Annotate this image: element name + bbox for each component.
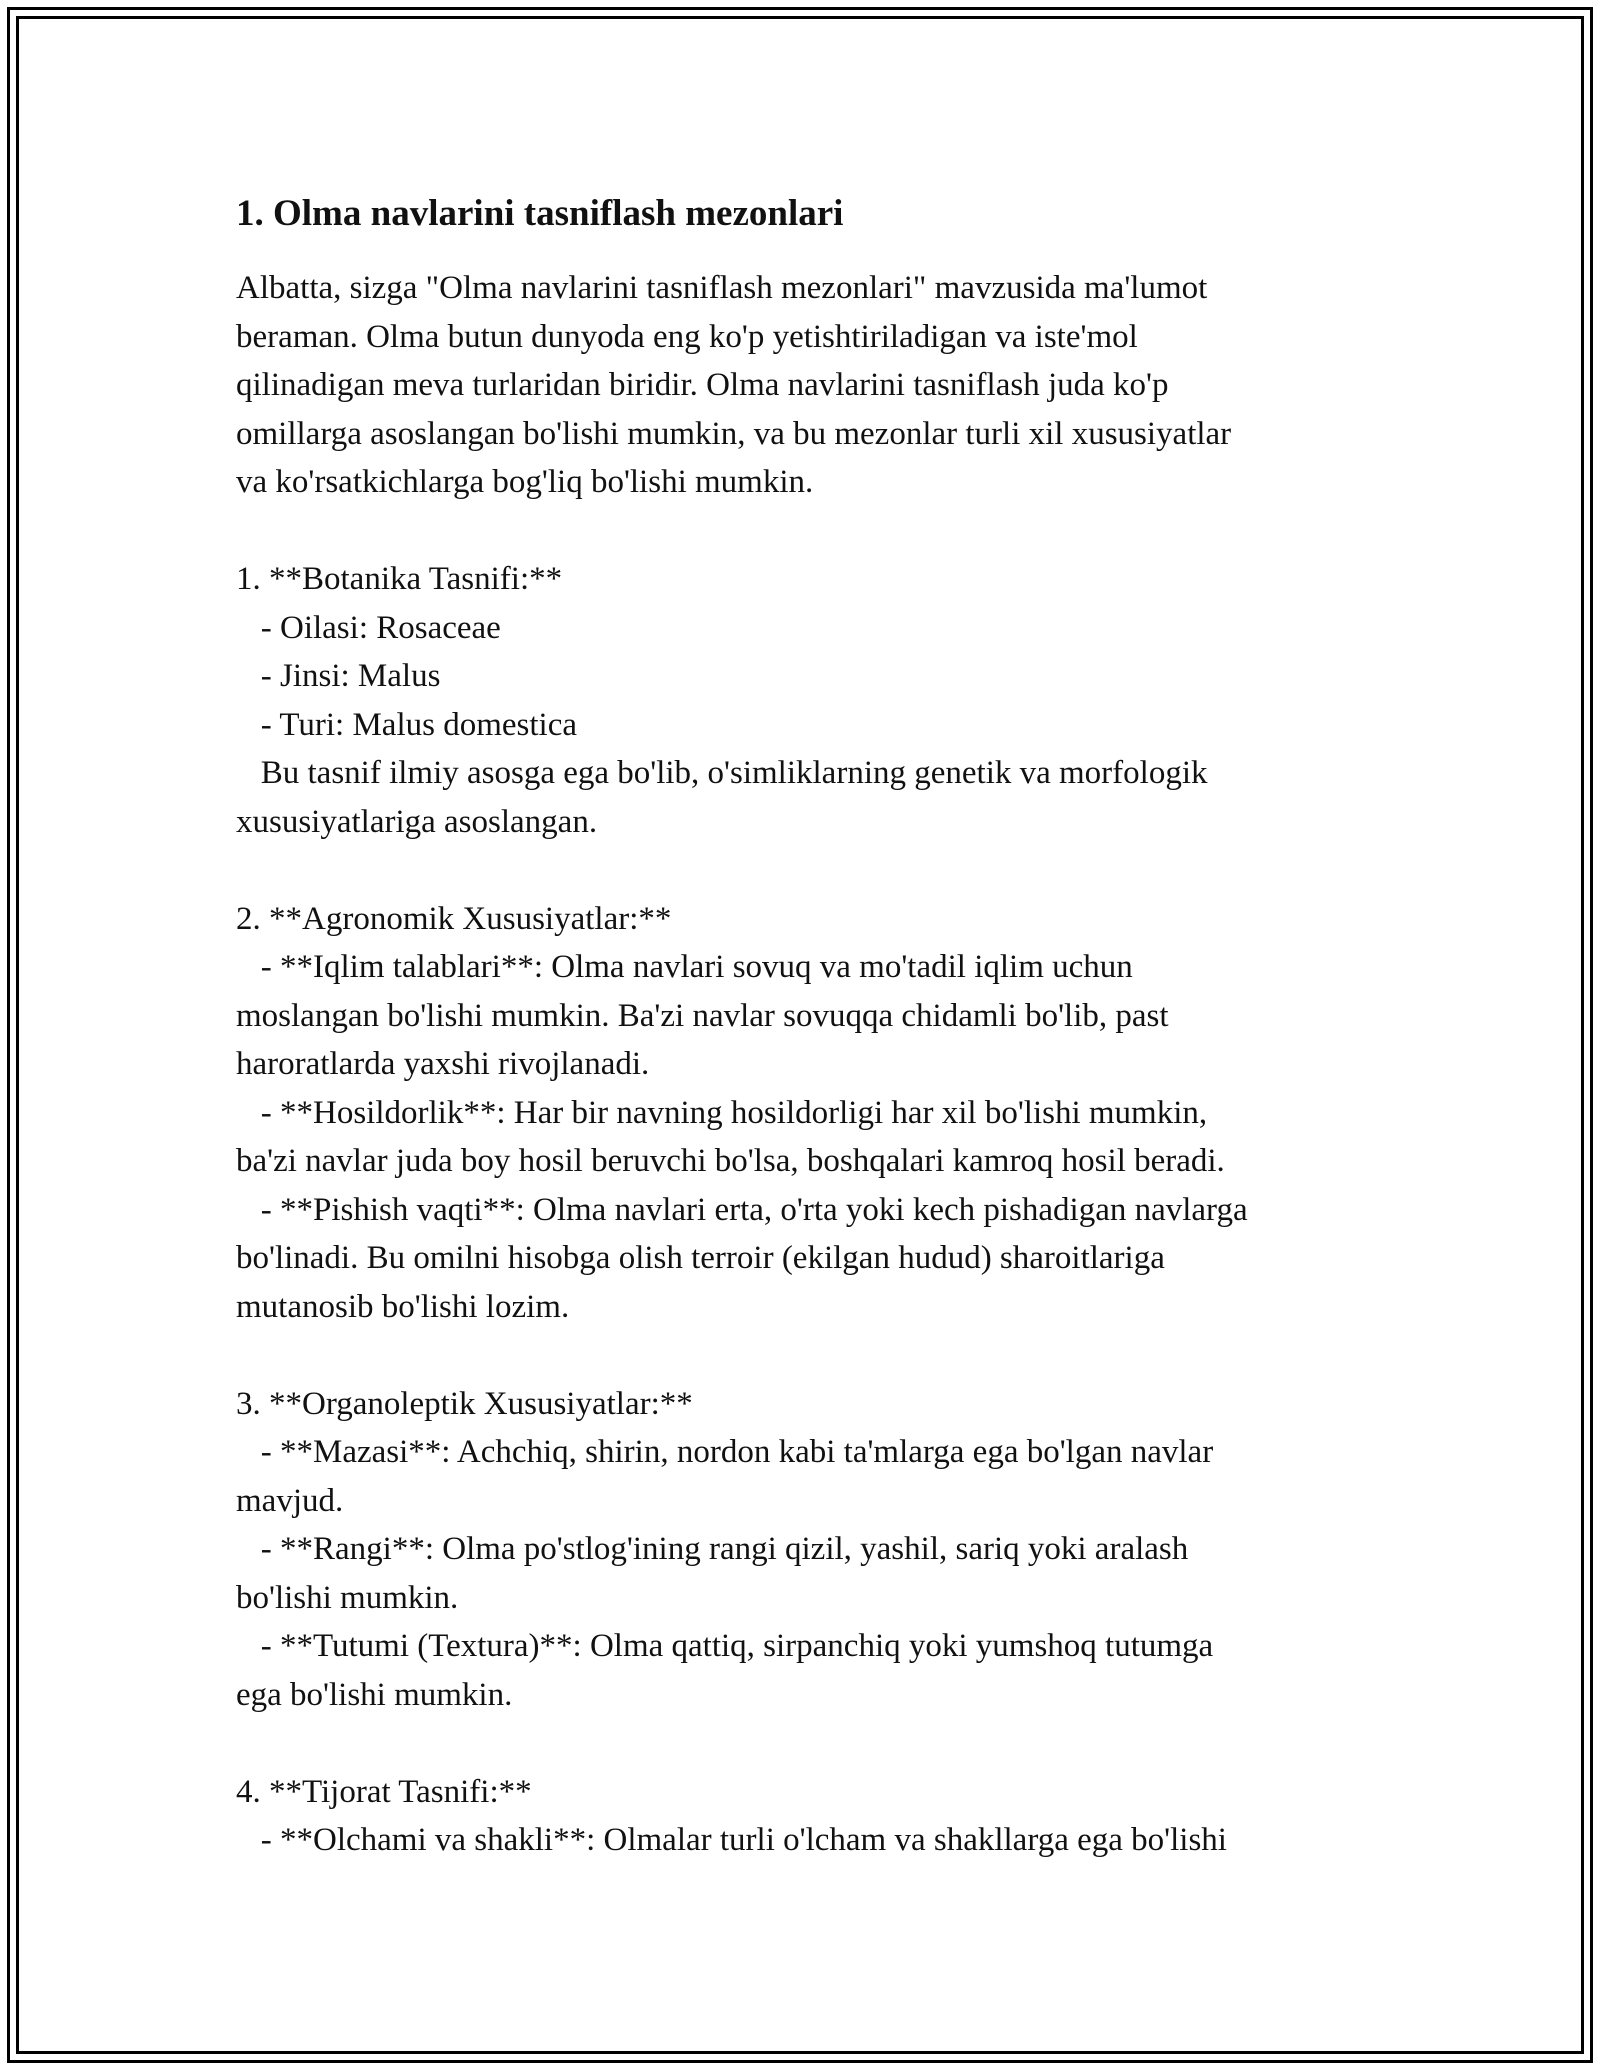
text-line: omillarga asoslangan bo'lishi mumkin, va bu mezonlar turli xil xususiyatlar xyxy=(236,415,1232,452)
text-line: moslangan bo'lishi mumkin. Ba'zi navlar sovuqqa chidamli bo'lib, past xyxy=(236,997,1169,1034)
text-line: ba'zi navlar juda boy hosil beruvchi bo'lsa, boshqalari kamroq hosil beradi. xyxy=(236,1143,1225,1179)
text-line: - **Pishish vaqti**: Olma navlari erta, o'rta yoki kech pishadigan navlarga xyxy=(236,1191,1248,1228)
text-line: - Turi: Malus domestica xyxy=(236,706,578,743)
text-line: qilinadigan meva turlaridan biridir. Olma navlarini tasniflash juda ko'p xyxy=(236,367,1169,403)
text-line: 2. **Agronomik Xususiyatlar:** xyxy=(236,900,672,937)
text-line: 4. **Tijorat Tasnifi:** xyxy=(236,1773,532,1810)
text-line: - **Iqlim talablari**: Olma navlari sovuq va mo'tadil iqlim uchun xyxy=(236,949,1133,985)
text-line: bo'lishi mumkin. xyxy=(236,1579,459,1616)
text-line: - **Tutumi (Textura)**: Olma qattiq, sirpanchiq yoki yumshoq tutumga xyxy=(236,1628,1214,1664)
text-line: ega bo'lishi mumkin. xyxy=(236,1676,513,1713)
text-line xyxy=(236,507,1366,556)
text-line xyxy=(236,1719,1366,1768)
text-line xyxy=(236,846,1366,895)
text-line: 1. **Botanika Tasnifi:** xyxy=(236,561,563,597)
text-line: mavjud. xyxy=(236,1482,344,1519)
text-line xyxy=(236,1331,1366,1380)
text-line: beraman. Olma butun dunyoda eng ko'p yetishtiriladigan va iste'mol xyxy=(236,318,1138,355)
document-text xyxy=(236,264,1366,1865)
text-line: - **Mazasi**: Achchiq, shirin, nordon kabi ta'mlarga ega bo'lgan navlar xyxy=(236,1434,1214,1470)
text-line: Bu tasnif ilmiy asosga ega bo'lib, o'simliklarning genetik va morfologik xyxy=(236,755,1208,791)
text-line: - **Hosildorlik**: Har bir navning hosildorligi har xil bo'lishi mumkin, xyxy=(236,1094,1208,1131)
text-line: - **Olchami va shakli**: Olmalar turli o'lcham va shakllarga ega bo'lishi xyxy=(236,1822,1227,1858)
text-line: va ko'rsatkichlarga bog'liq bo'lishi mumkin. xyxy=(236,464,814,500)
text-line: Albatta, sizga "Olma navlarini tasniflash mezonlari" mavzusida ma'lumot xyxy=(236,270,1208,306)
text-line: - **Rangi**: Olma po'stlog'ining rangi qizil, yashil, sariq yoki aralash xyxy=(236,1531,1189,1567)
text-line: 3. **Organoleptik Xususiyatlar:** xyxy=(236,1385,693,1422)
text-line: bo'linadi. Bu omilni hisobga olish terroir (ekilgan hudud) sharoitlariga xyxy=(236,1240,1165,1276)
text-line: haroratlarda yaxshi rivojlanadi. xyxy=(236,1046,650,1082)
text-line: - Jinsi: Malus xyxy=(236,658,441,694)
text-line: - Oilasi: Rosaceae xyxy=(236,609,501,646)
text-line: mutanosib bo'lishi lozim. xyxy=(236,1288,570,1325)
document-title: 1. Olma navlarini tasniflash mezonlari xyxy=(236,193,844,234)
document-body xyxy=(236,190,1366,1865)
text-line: xususiyatlariga asoslangan. xyxy=(236,803,598,840)
